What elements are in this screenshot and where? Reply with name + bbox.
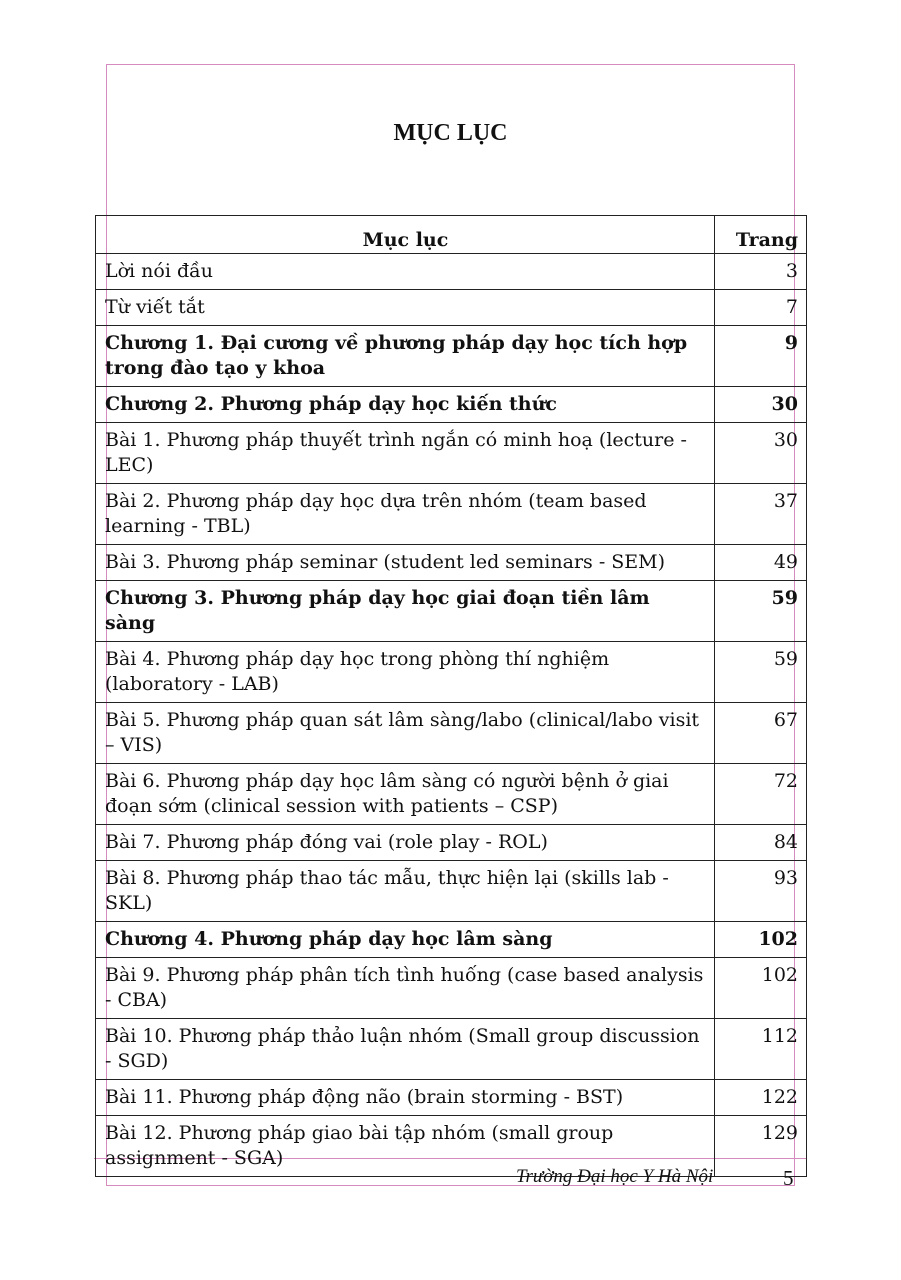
toc-entry-title: Bài 2. Phương pháp dạy học dựa trên nhóm (team based learning - TBL) bbox=[96, 484, 715, 545]
toc-entry-page: 59 bbox=[715, 581, 807, 642]
toc-entry-title: Bài 7. Phương pháp đóng vai (role play - ROL) bbox=[96, 825, 715, 861]
toc-row bbox=[96, 1019, 807, 1080]
toc-entry-title: Bài 4. Phương pháp dạy học trong phòng thí nghiệm (laboratory - LAB) bbox=[96, 642, 715, 703]
toc-row bbox=[96, 861, 807, 922]
toc-entry-page: 102 bbox=[715, 922, 807, 958]
toc-entry-page: 122 bbox=[715, 1080, 807, 1116]
toc-entry-page: 93 bbox=[715, 861, 807, 922]
toc-entry-page: 67 bbox=[715, 703, 807, 764]
toc-row bbox=[96, 484, 807, 545]
toc-entry-page: 30 bbox=[715, 387, 807, 423]
toc-row bbox=[96, 423, 807, 484]
toc-entry-title: Chương 3. Phương pháp dạy học giai đoạn tiền lâm sàng bbox=[96, 581, 715, 642]
toc-header-row bbox=[96, 216, 807, 254]
toc-entry-title: Bài 5. Phương pháp quan sát lâm sàng/labo (clinical/labo visit – VIS) bbox=[96, 703, 715, 764]
toc-row bbox=[96, 825, 807, 861]
toc-entry-title: Bài 11. Phương pháp động não (brain storming - BST) bbox=[96, 1080, 715, 1116]
toc-entry-page: 30 bbox=[715, 423, 807, 484]
page-number: 5 bbox=[783, 1166, 794, 1190]
toc-entry-page: 9 bbox=[715, 326, 807, 387]
toc-entry-page: 129 bbox=[715, 1116, 807, 1177]
toc-row bbox=[96, 642, 807, 703]
toc-chapter-row bbox=[96, 387, 807, 423]
toc-entry-title: Chương 4. Phương pháp dạy học lâm sàng bbox=[96, 922, 715, 958]
toc-chapter-row bbox=[96, 326, 807, 387]
toc-entry-page: 112 bbox=[715, 1019, 807, 1080]
toc-header-page: Trang bbox=[715, 216, 807, 254]
toc-entry-page: 72 bbox=[715, 764, 807, 825]
toc-row bbox=[96, 1080, 807, 1116]
toc-entry-page: 59 bbox=[715, 642, 807, 703]
toc-body bbox=[96, 254, 807, 1177]
footer-institution: Trường Đại học Y Hà Nội bbox=[516, 1166, 714, 1187]
page-title: MỤC LỤC bbox=[393, 120, 508, 146]
toc-entry-title: Bài 8. Phương pháp thao tác mẫu, thực hiện lại (skills lab - SKL) bbox=[96, 861, 715, 922]
toc-row bbox=[96, 254, 807, 290]
toc-row bbox=[96, 703, 807, 764]
toc-entry-title: Từ viết tắt bbox=[96, 290, 715, 326]
toc-entry-page: 7 bbox=[715, 290, 807, 326]
toc-entry-page: 37 bbox=[715, 484, 807, 545]
toc-table bbox=[95, 215, 807, 1177]
toc-row bbox=[96, 290, 807, 326]
toc-entry-title: Bài 10. Phương pháp thảo luận nhóm (Small group discussion - SGD) bbox=[96, 1019, 715, 1080]
toc-entry-page: 3 bbox=[715, 254, 807, 290]
toc-chapter-row bbox=[96, 922, 807, 958]
toc-entry-page: 102 bbox=[715, 958, 807, 1019]
toc-chapter-row bbox=[96, 581, 807, 642]
toc-entry-title: Lời nói đầu bbox=[96, 254, 715, 290]
toc-entry-title: Bài 9. Phương pháp phân tích tình huống (case based analysis - CBA) bbox=[96, 958, 715, 1019]
toc-entry-title: Chương 1. Đại cương về phương pháp dạy học tích hợp trong đào tạo y khoa bbox=[96, 326, 715, 387]
toc-entry-title: Bài 1. Phương pháp thuyết trình ngắn có minh hoạ (lecture - LEC) bbox=[96, 423, 715, 484]
toc-entry-title: Bài 3. Phương pháp seminar (student led seminars - SEM) bbox=[96, 545, 715, 581]
toc-row bbox=[96, 764, 807, 825]
toc-entry-page: 49 bbox=[715, 545, 807, 581]
toc-row bbox=[96, 958, 807, 1019]
toc-entry-title: Bài 12. Phương pháp giao bài tập nhóm (small group assignment - SGA) bbox=[96, 1116, 715, 1177]
toc-entry-page: 84 bbox=[715, 825, 807, 861]
toc-entry-title: Chương 2. Phương pháp dạy học kiến thức bbox=[96, 387, 715, 423]
toc-row bbox=[96, 545, 807, 581]
toc-entry-title: Bài 6. Phương pháp dạy học lâm sàng có người bệnh ở giai đoạn sớm (clinical session with patients – CSP) bbox=[96, 764, 715, 825]
toc-header-contents: Mục lục bbox=[96, 216, 715, 254]
